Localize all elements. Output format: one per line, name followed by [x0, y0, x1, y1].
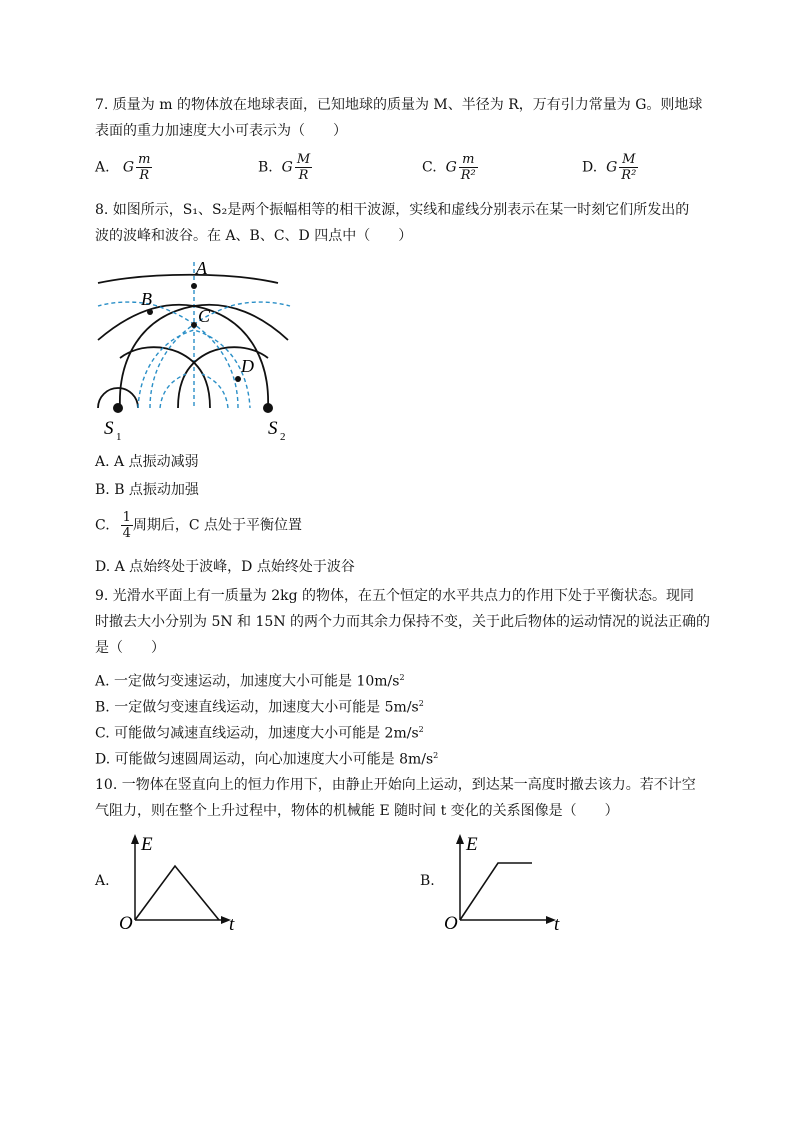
label-s1-sub: 1 [116, 431, 122, 443]
q8-option-a: A. A 点振动减弱 [95, 454, 199, 470]
q8-option-b: B. B 点振动加强 [95, 482, 199, 498]
wave-interference-figure [90, 252, 300, 447]
graph-a-axis-t: t [229, 914, 235, 935]
graph-b-axis-e: E [466, 834, 478, 855]
q10-option-b-label: B. [420, 873, 435, 889]
q9-option-c: C. 可能做匀减速直线运动，加速度大小可能是 $2m/s^2$ [95, 725, 424, 742]
label-s2-sub: 2 [280, 431, 286, 443]
graph-a-axis-e: E [141, 834, 153, 855]
q9-option-d: D. 可能做匀速圆周运动，向心加速度大小可能是 $8m/s^2$ [95, 751, 439, 768]
graph-b-axis-t: t [554, 914, 560, 935]
q7-line1: 7. 质量为 m 的物体放在地球表面，已知地球的质量为 M、半径为 R，万有引力常量为 G。则地球 [95, 97, 703, 113]
graph-b [440, 830, 570, 935]
q7-line2: 表面的重力加速度大小可表示为（ ） [95, 123, 347, 139]
q8-option-d: D. A 点始终处于波峰，D 点始终处于波谷 [95, 559, 355, 575]
label-s2: S [268, 418, 278, 439]
label-s1: S [104, 418, 114, 439]
graph-b-origin: O [444, 913, 458, 934]
graph-a [115, 830, 245, 935]
q10-line2: 气阻力，则在整个上升过程中，物体的机械能 E 随时间 t 变化的关系图像是（ ） [95, 803, 619, 819]
q8-line2: 波的波峰和波谷。在 A、B、C、D 四点中（ ） [95, 228, 413, 244]
graph-a-origin: O [119, 913, 133, 934]
q10-option-a-label: A. [95, 873, 110, 889]
label-d: D [241, 356, 254, 376]
q9-option-a: A. 一定做匀变速运动，加速度大小可能是 $10m/s^2$ [95, 673, 405, 690]
q9-line3: 是（ ） [95, 640, 165, 656]
q7-option-c: C. G $\frac{m}{\text{R²}}$ [422, 152, 476, 183]
label-c: C [198, 306, 211, 326]
q8-line1: 8. 如图所示，S₁、S₂是两个振幅相等的相干波源，实线和虚线分别表示在某一时刻它们所发出的 [95, 202, 690, 218]
q9-line2: 时撤去大小分别为 5N 和 15N 的两个力而其余力保持不变，关于此后物体的运动情况的说法正确的 [95, 614, 711, 630]
q10-line1: 10. 一物体在竖直向上的恒力作用下，由静止开始向上运动，到达某一高度时撤去该力。若不计空 [95, 777, 696, 793]
q9-line1: 9. 光滑水平面上有一质量为 2kg 的物体，在五个恒定的水平共点力的作用下处于平衡状态。现同 [95, 588, 695, 604]
label-b: B [141, 289, 152, 309]
q8-option-c: C. $\frac{1}{4}$ 周期后，C 点处于平衡位置 [95, 510, 303, 541]
label-a: A [196, 258, 207, 278]
q7-option-a: A. G $\frac{m}{R}$ [95, 152, 151, 183]
q7-option-d: D. G $\frac{M}{\text{R²}}$ [582, 152, 637, 183]
q7-option-b: B. G $\frac{M}{R}$ [258, 152, 311, 183]
q9-option-b: B. 一定做匀变速直线运动，加速度大小可能是 $5m/s^2$ [95, 699, 424, 716]
